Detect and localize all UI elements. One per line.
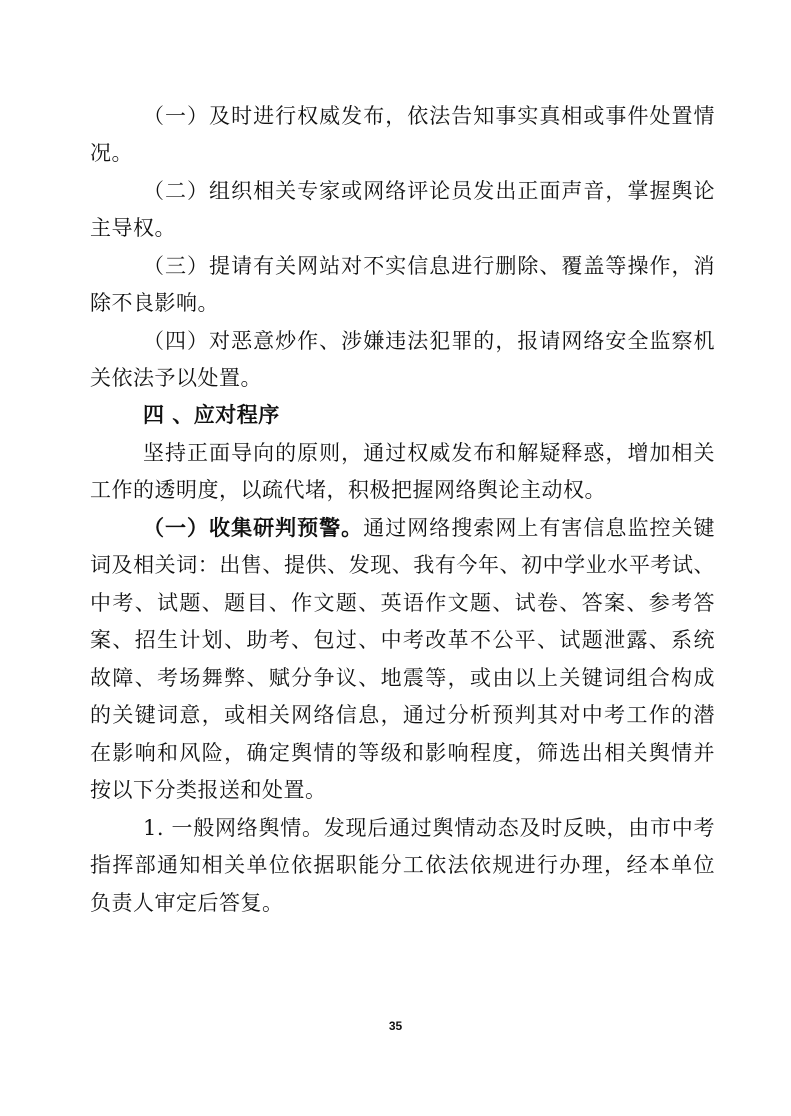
- paragraph-6-line-7: 在影响和风险，确定舆情的等级和影响程度，筛选出相关舆情并: [90, 741, 715, 765]
- paragraph-2-line-1: （二）组织相关专家或网络评论员发出正面声音，掌握舆论: [143, 179, 715, 203]
- paragraph-4-line-2: 关依法予以处置。: [90, 366, 262, 390]
- paragraph-1-line-2: 况。: [90, 141, 133, 165]
- paragraph-3-line-1: （三）提请有关网站对不实信息进行删除、覆盖等操作，消: [143, 254, 715, 278]
- paragraph-6-line-3: 中考、试题、题目、作文题、英语作文题、试卷、答案、参考答: [90, 591, 715, 615]
- paragraph-5-line-1: 坚持正面导向的原则，通过权威发布和解疑释惑，增加相关: [143, 441, 715, 465]
- paragraph-7-line-2: 指挥部通知相关单位依据职能分工依法依规进行办理，经本单位: [90, 853, 715, 877]
- paragraph-5-line-2: 工作的透明度，以疏代堵，积极把握网络舆论主动权。: [90, 478, 606, 502]
- paragraph-6-line-1: [143, 513, 715, 543]
- paragraph-2-line-2: 主导权。: [90, 216, 176, 240]
- paragraph-6-bold-lead: （一）收集研判预警。: [143, 516, 364, 540]
- paragraph-4-line-1: （四）对恶意炒作、涉嫌违法犯罪的，报请网络安全监察机: [143, 329, 715, 353]
- paragraph-6-line-1-text: 通过网络搜索网上有害信息监控关键: [363, 516, 716, 540]
- paragraph-6-line-6: 的关键词意，或相关网络信息，通过分析预判其对中考工作的潜: [90, 703, 715, 727]
- section-heading: 四 、应对程序: [143, 403, 280, 427]
- paragraph-6-line-8: 按以下分类报送和处置。: [90, 778, 327, 802]
- paragraph-6-line-4: 案、招生计划、助考、包过、中考改革不公平、试题泄露、系统: [90, 628, 715, 652]
- paragraph-3-line-2: 除不良影响。: [90, 291, 219, 315]
- paragraph-7-line-3: 负责人审定后答复。: [90, 891, 284, 915]
- page-number: 35: [388, 1019, 403, 1033]
- paragraph-6-line-5: 故障、考场舞弊、赋分争议、地震等，或由以上关键词组合构成: [90, 666, 715, 690]
- paragraph-7-line-1: 1. 一般网络舆情。发现后通过舆情动态及时反映，由市中考: [143, 816, 715, 840]
- paragraph-6-line-2: 词及相关词：出售、提供、发现、我有今年、初中学业水平考试、: [90, 553, 715, 577]
- paragraph-1-line-1: （一）及时进行权威发布，依法告知事实真相或事件处置情: [143, 104, 715, 128]
